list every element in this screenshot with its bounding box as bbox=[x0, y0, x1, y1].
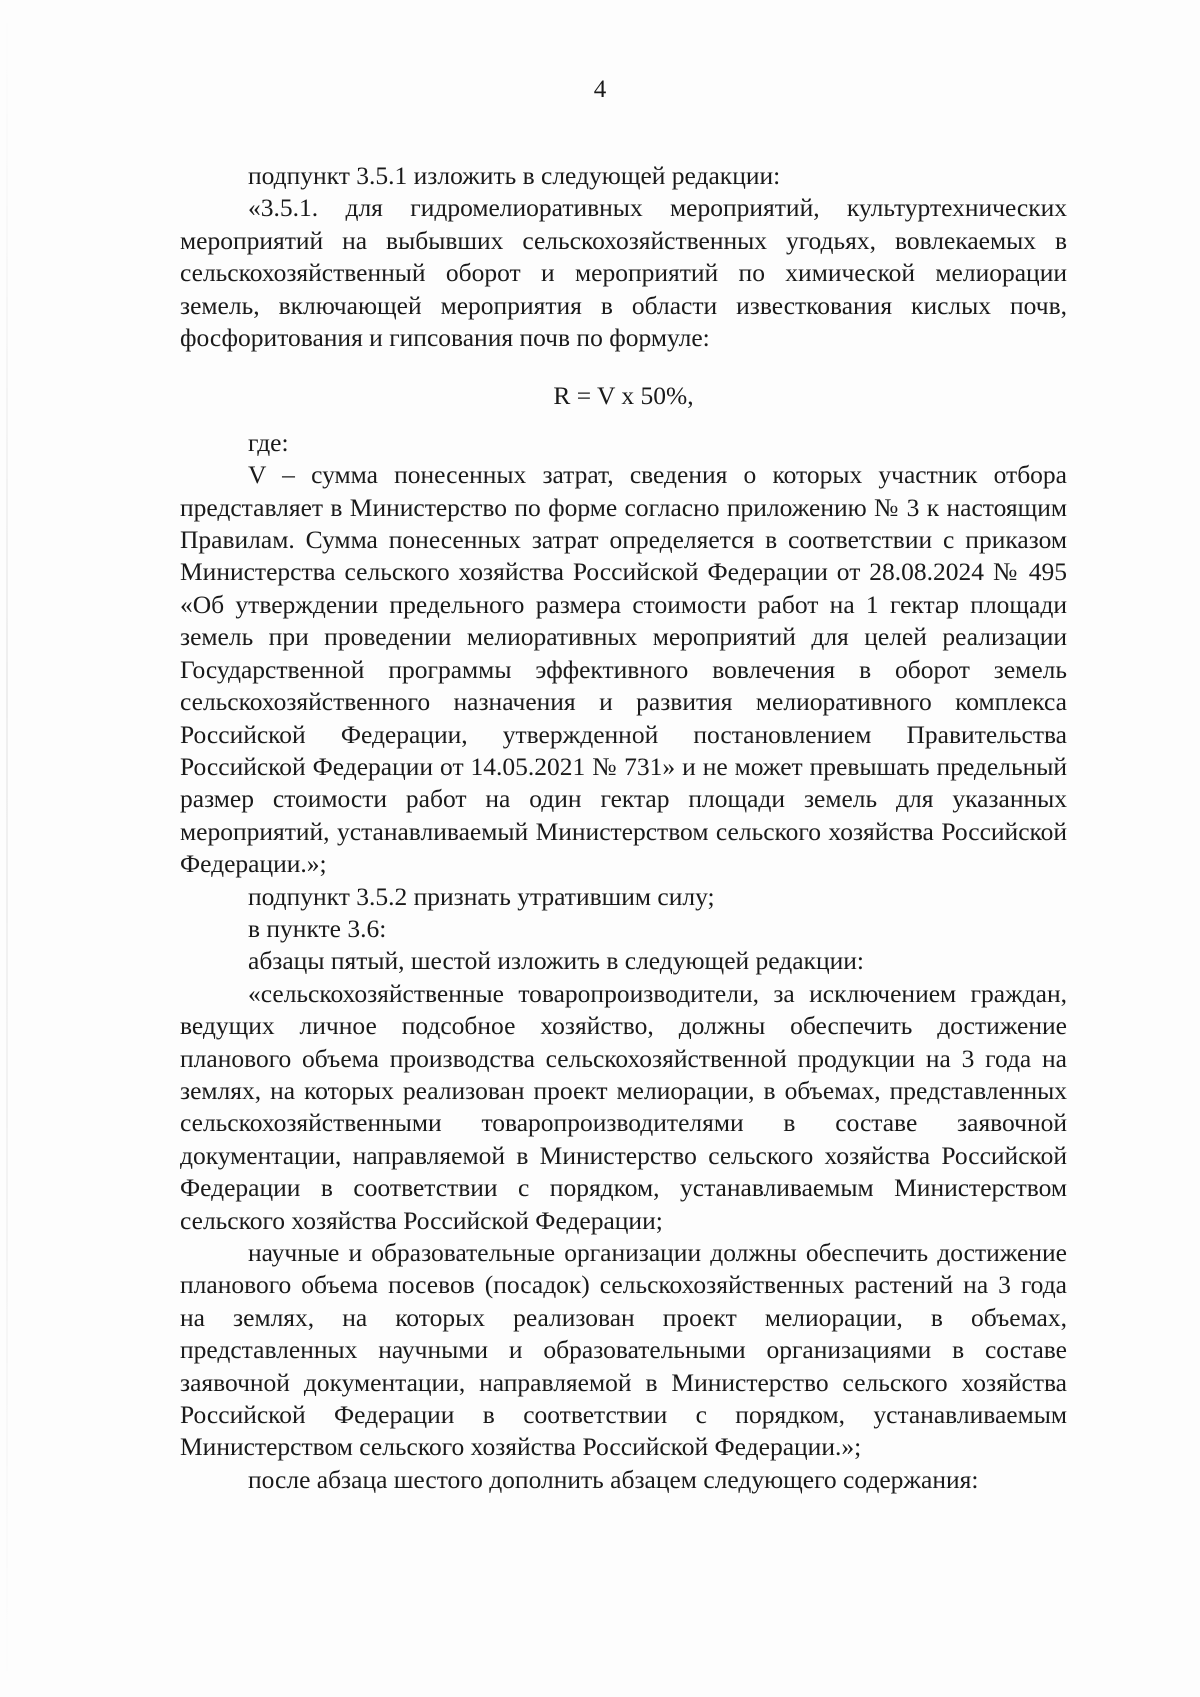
paragraph-v-definition: V – сумма понесенных затрат, сведения о которых участник отбора представляет в Министерство по форме согласно приложению № 3 к настоящим Правилам. Сумма понесенных затрат определяется в соответствии с приказом Министерства сельского хозяйства Российской Федерации от 28.08.2024 № 495 «Об утверждении предельного размера стоимости работ на 1 гектар площади земель при проведении мелиоративных мероприятий для целей реализации Государственной программы эффективного вовлечения в оборот земель сельскохозяйственного назначения и развития мелиоративного комплекса Российской Федерации, утвержденной постановлением Правительства Российской Федерации от 14.05.2021 № 731» и не может превышать предельный размер стоимости работ на один гектар площади земель для указанных мероприятий, устанавливаемый Министерством сельского хозяйства Российской Федерации.»; bbox=[180, 460, 1067, 879]
paragraph-subclause-3-5-2: подпункт 3.5.2 признать утратившим силу; bbox=[248, 881, 715, 911]
document-body bbox=[180, 160, 1067, 1496]
paragraph-subclause-3-5-1-text: «3.5.1. для гидромелиоративных мероприятий, культуртехнических мероприятий на выбывших сельскохозяйственных угодьях, вовлекаемых в сельскохозяйственный оборот и мероприятий по химической мелиорации земель, включающей мероприятия в области известкования кислых почв, фосфоритования и гипсования почв по формуле: bbox=[180, 193, 1067, 353]
paragraph-clause-3-6: в пункте 3.6: bbox=[248, 913, 387, 943]
page-number: 4 bbox=[593, 76, 607, 103]
paragraph-subclause-3-5-1-intro: подпункт 3.5.1 изложить в следующей редакции: bbox=[248, 161, 781, 190]
paragraph-after-sixth: после абзаца шестого дополнить абзацем следующего содержания: bbox=[248, 1464, 979, 1494]
paragraph-scientific-organizations: научные и образовательные организации должны обеспечить достижение планового объема посевов (посадок) сельскохозяйственных растений на 3 года на землях, на которых реализован проект мелиорации, в объемах, представленных научными и образовательными организациями в составе заявочной документации, направляемой в Министерство сельского хозяйства Российской Федерации в соответствии с порядком, устанавливаемым Министерством сельского хозяйства Российской Федерации.»; bbox=[180, 1238, 1067, 1462]
paragraph-where: где: bbox=[248, 427, 289, 457]
paragraph-paragraphs-5-6-intro: абзацы пятый, шестой изложить в следующей редакции: bbox=[248, 946, 864, 976]
paragraph-agricultural-producers: «сельскохозяйственные товаропроизводители, за исключением граждан, ведущих личное подсобное хозяйство, должны обеспечить достижение планового объема производства сельскохозяйственной продукции на 3 года на землях, на которых реализован проект мелиорации, в объемах, представленных сельскохозяйственными товаропроизводителями в составе заявочной документации, направляемой в Министерство сельского хозяйства Российской Федерации в соответствии с порядком, устанавливаемым Министерством сельского хозяйства Российской Федерации; bbox=[180, 978, 1067, 1235]
formula: R = V x 50%, bbox=[553, 381, 694, 411]
scan-edge-shadow bbox=[6, 0, 8, 1697]
